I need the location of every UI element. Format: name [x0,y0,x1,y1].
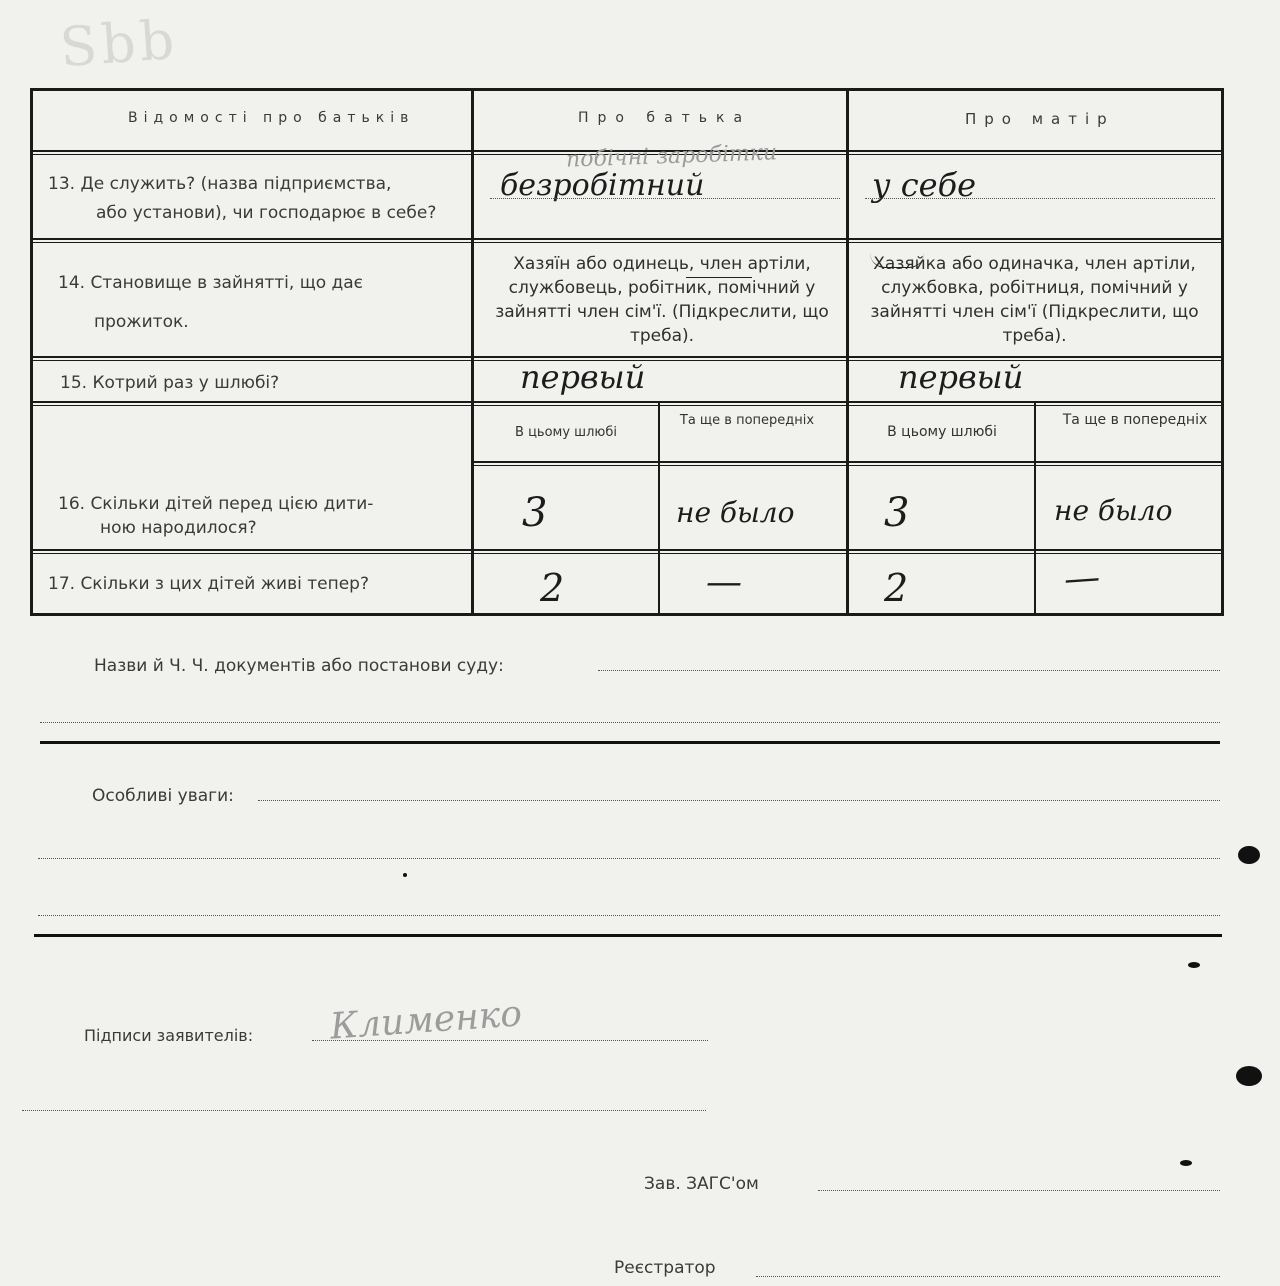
documents-field-line2 [40,722,1220,723]
signatures-label: Підписи заявителів: [84,1026,254,1045]
table-top-border [30,88,1224,91]
row17-mother-previous: — [1062,556,1102,601]
binding-hole-mark [1236,1066,1262,1086]
subcolumn-divider [658,403,660,615]
row16-question-line2: ною народилося? [100,518,257,538]
faint-archive-mark: Sbb [57,7,181,80]
binding-hole-mark [1238,846,1260,864]
underline-mark [870,253,924,268]
row17-mother-this-marriage: 2 [884,566,909,610]
row16-mother-previous: не было [1054,494,1173,527]
row15-father-answer: первый [520,358,646,396]
row-separator [30,405,1224,406]
subheader-previous: Та ще в попередніх [1062,412,1208,428]
signature-field-line2 [22,1110,706,1111]
table-bottom-border [30,613,1224,616]
row-separator [30,401,1224,403]
header-parents: Відомості про батьків [128,110,415,126]
header-mother: Про матір [965,110,1115,128]
row17-father-this-marriage: 2 [540,566,565,610]
row16-father-this-marriage: 3 [522,490,548,536]
row16-mother-this-marriage: 3 [884,490,910,536]
row13-father-answer: безробітний [500,168,705,203]
subcolumn-divider [1034,403,1036,615]
column-divider [471,88,474,616]
row-separator [474,461,1224,463]
row16-father-previous: не было [676,496,795,529]
row-separator [30,242,1224,243]
row17-father-previous: — [706,562,742,603]
row15-question: 15. Котрий раз у шлюбі? [60,373,280,393]
remarks-label: Особливі уваги: [92,786,234,806]
header-father: Про батька [578,110,752,126]
section-rule [40,741,1220,744]
section-rule [34,934,1222,937]
row13-question-line1: 13. Де служить? (назва підприємства, [48,174,392,194]
row17-question: 17. Скільки з цих дітей живі тепер? [48,574,369,594]
row16-question-line1: 16. Скільки дітей перед цією дити- [58,494,374,514]
subheader-this-marriage: В цьому шлюбі [887,424,997,440]
ink-speck [1188,962,1200,968]
subheader-previous: Та ще в попередніх [679,413,815,428]
ink-speck [1180,1160,1192,1166]
registrar-label: Реєстратор [614,1258,716,1278]
applicant-signature: Клименко [328,993,524,1048]
row-separator [30,238,1224,240]
table-right-border [1221,88,1224,616]
row-separator [474,465,1224,466]
row14-question-line2: прожиток. [94,312,189,332]
remarks-field-line2 [38,858,1220,859]
row14-father-options: Хазяїн або одинець, член артіли, службовець, робітник, помічний у зайнятті член сім'ї. (Підкреслити, що треба). [495,254,829,346]
table-left-border [30,88,33,616]
registrar-field [756,1276,1220,1277]
column-divider [846,88,849,616]
row-separator [30,549,1224,551]
row15-mother-answer: первый [898,358,1024,396]
zags-head-field [818,1190,1220,1191]
signature-field [312,1040,708,1041]
remarks-field-line3 [38,915,1220,916]
documents-field [598,670,1220,671]
zags-head-label: Зав. ЗАГС'ом [644,1174,759,1194]
underline-mark [686,277,752,278]
row13-father-faint-note: побічні заробітки [565,140,778,173]
remarks-field [258,800,1220,801]
dotted-line [490,198,840,199]
row14-question-line1: 14. Становище в зайнятті, що дає [58,273,364,293]
row13-question-line2: або установи), чи господарює в себе? [96,203,437,223]
row-separator [30,553,1224,554]
dotted-line [865,198,1215,199]
subheader-this-marriage: В цьому шлюбі [515,425,617,440]
row13-mother-answer: у себе [872,166,977,204]
documents-label: Назви й Ч. Ч. документів або постанови суду: [94,656,504,676]
ink-speck [403,873,407,877]
row14-mother-options: Хазяйка або одиначка, член артіли, службовка, робітниця, помічний у зайнятті член сім'ї (Підкреслити, що треба). [870,254,1199,346]
